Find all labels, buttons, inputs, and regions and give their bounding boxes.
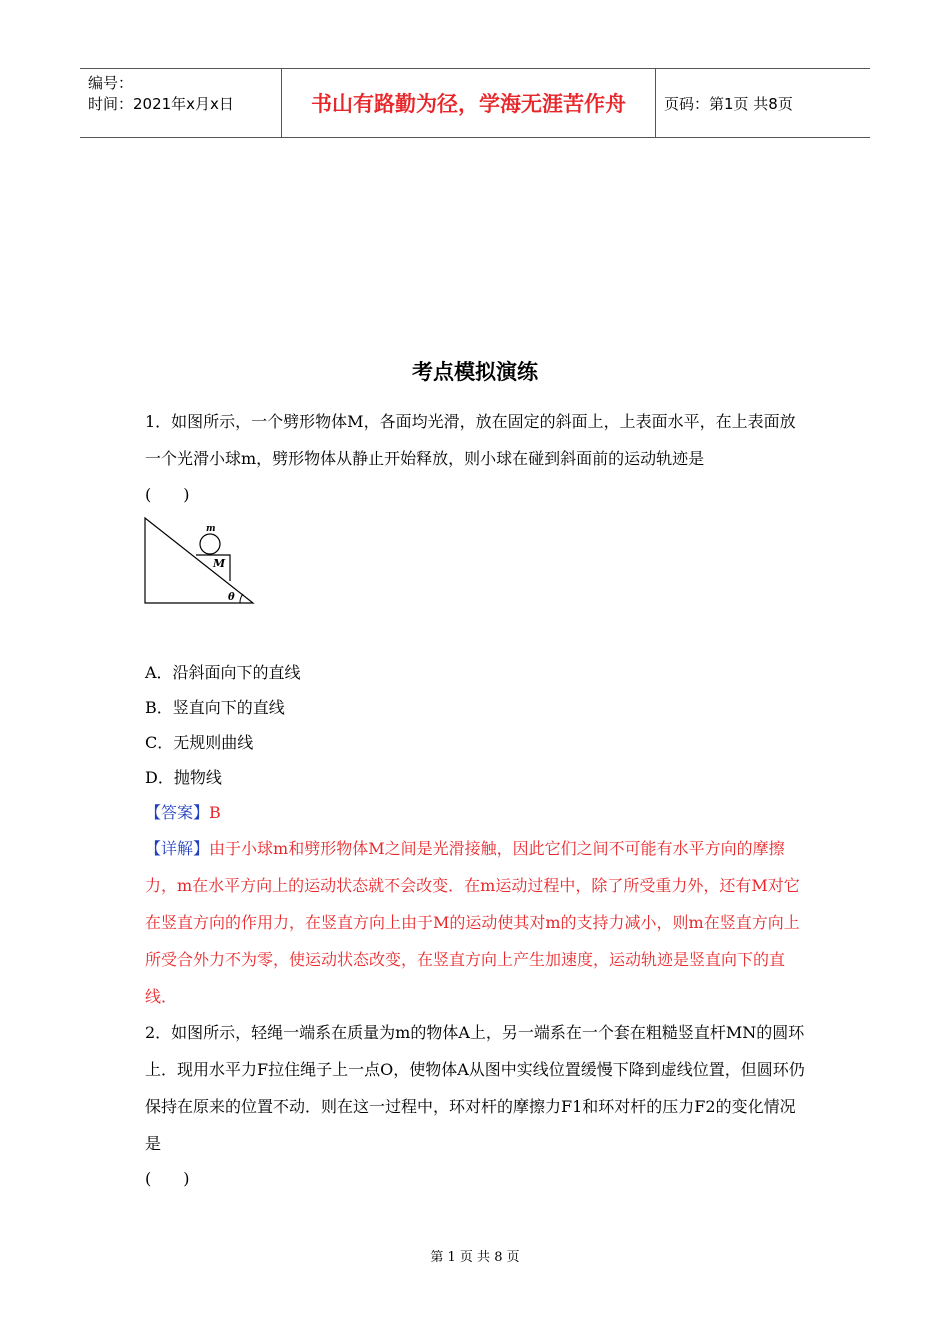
page-title: 考点模拟演练 — [412, 360, 538, 384]
option-a: A．沿斜面向下的直线 — [145, 663, 301, 682]
incline — [145, 518, 253, 603]
q2-stem: 2．如图所示，轻绳一端系在质量为m的物体A上，另一端系在一个套在粗糙竖直杆MN的圆环上．现用水平力F拉住绳子上一点O，使物体A从图中实线位置缓慢下降到虚线位置，但圆环仍保持在原来的位置不动．则在这一过程中，环对杆的摩擦力F1和环对杆的压力F2的变化情况是 — [145, 1023, 805, 1153]
detail-tag: 【详解】 — [145, 839, 210, 858]
angle-arc — [240, 594, 243, 603]
header-meta — [88, 73, 234, 115]
answer-value: B — [209, 803, 221, 822]
q1-bracket: ( ) — [145, 485, 190, 504]
serial-label: 编号： — [88, 74, 134, 92]
ball-m — [200, 534, 220, 554]
label-theta: θ — [228, 592, 235, 603]
page-footer: 第 1 页 共 8 页 — [430, 1250, 520, 1265]
detail-text: 由于小球m和劈形物体M之间是光滑接触，因此它们之间不可能有水平方向的摩擦力，m在水平方向上的运动状态就不会改变．在m运动过程中，除了所受重力外，还有M对它在竖直方向的作用力，在竖直方向上由于M的运动使其对m的支持力减小，则m在竖直方向上所受合外力不为零，使运动状态改变，在竖直方向上产生加速度，运动轨迹是竖直向下的直线． — [145, 839, 800, 1006]
motto: 书山有路勤为径，学海无涯苦作舟 — [281, 69, 656, 137]
answer-line — [145, 801, 221, 825]
label-M: M — [213, 557, 226, 570]
option-d: D．抛物线 — [145, 768, 222, 787]
label-m: m — [206, 524, 216, 534]
page-header — [80, 68, 870, 138]
page-info: 页码：第1页 共8页 — [664, 95, 793, 113]
answer-tag: 【答案】 — [145, 803, 210, 822]
option-b: B．竖直向下的直线 — [145, 698, 285, 717]
q1-stem: 1．如图所示，一个劈形物体M，各面均光滑，放在固定的斜面上，上表面水平，在上表面放一个光滑小球m，劈形物体从静止开始释放，则小球在碰到斜面前的运动轨迹是 — [145, 412, 796, 468]
detail-block — [145, 830, 810, 1015]
option-c: C．无规则曲线 — [145, 733, 254, 752]
q2-bracket: ( ) — [145, 1169, 190, 1188]
time-label: 时间：2021年x月x日 — [88, 95, 234, 113]
q1-figure — [140, 516, 260, 608]
